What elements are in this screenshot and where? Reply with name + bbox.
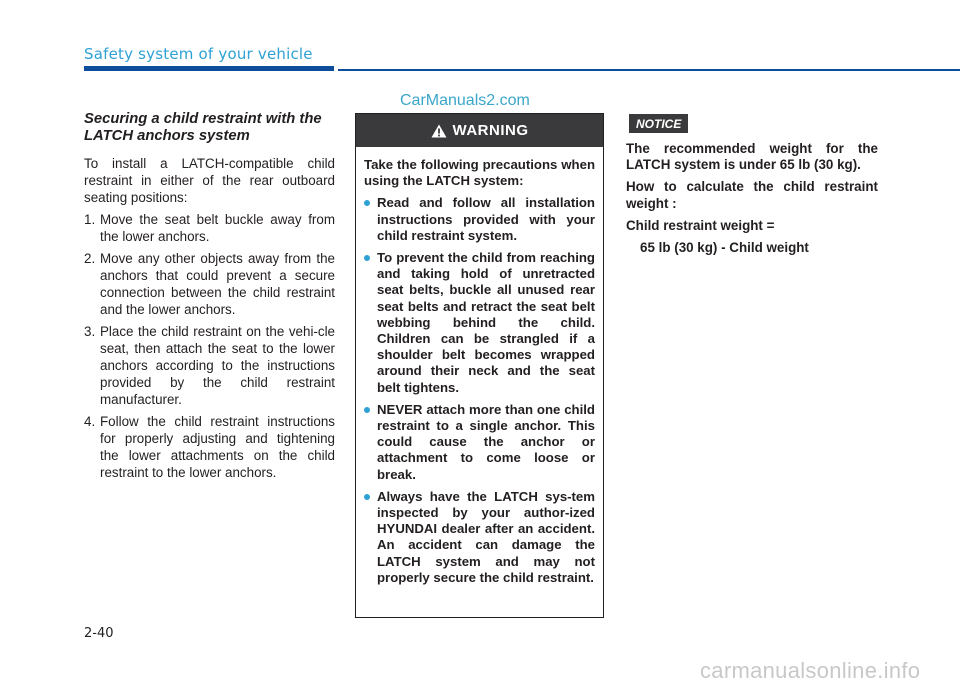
warning-bullet [364, 489, 595, 586]
intro-paragraph: To install a LATCH-compatible child restraint in either of the rear outboard seating positions: [84, 156, 335, 205]
step-item [84, 211, 335, 245]
steps-list [84, 211, 335, 481]
header-rule-thin [338, 69, 960, 71]
step-text: Move the seat belt buckle away from the lower anchors. [100, 212, 335, 244]
step-item [84, 323, 335, 408]
warning-bullet-text: NEVER attach more than one child restraint to a single anchor. This could cause the anchor or attachment to come loose or break. [377, 401, 595, 482]
header-rule-thick [84, 66, 334, 71]
warning-header [356, 114, 603, 147]
warning-bullet [364, 402, 595, 483]
page-number: 2-40 [84, 626, 114, 641]
warning-intro: Take the following precautions when using the LATCH system: [364, 157, 595, 189]
warning-bullet [364, 195, 595, 244]
notice-content [626, 141, 878, 262]
notice-badge: NOTICE [629, 114, 688, 133]
latch-instructions [84, 111, 335, 486]
warning-box [355, 113, 604, 618]
step-number: 4. [84, 414, 96, 429]
bullet-dot-icon [364, 494, 370, 500]
bullet-dot-icon [364, 407, 370, 413]
warning-body [356, 147, 603, 586]
warning-bullet-text: To prevent the child from reaching and taking hold of unretracted seat belts, buckle all unused rear seat belts and retract the seat belt webbing behind the child. Children can be strangled if a shoulder belt becomes wrapped around their neck and the seat belt tightens. [377, 250, 595, 395]
warning-bullet-text: Read and follow all installation instructions provided with your child restraint system. [377, 195, 595, 243]
step-item [84, 413, 335, 481]
bullet-dot-icon [364, 255, 370, 261]
notice-calc-heading: How to calculate the child restraint weight : [626, 179, 878, 211]
step-text: Move any other objects away from the anchors that could prevent a secure connection between the child restraint and the lower anchors. [100, 251, 335, 317]
step-number: 2. [84, 251, 96, 266]
notice-weight-limit: The recommended weight for the LATCH system is under 65 lb (30 kg). [626, 141, 878, 173]
warning-title: WARNING [452, 122, 529, 139]
notice-formula-label: Child restraint weight = [626, 217, 775, 233]
section-title: Safety system of your vehicle [84, 45, 313, 63]
watermark-top: CarManuals2.com [400, 92, 530, 109]
bullet-dot-icon [364, 200, 370, 206]
step-text: Place the child restraint on the vehi-cle seat, then attach the seat to the lower anchors according to the instructions provided by the child restraint manufacturer. [100, 324, 335, 407]
step-number: 3. [84, 324, 96, 339]
warning-triangle-icon [431, 124, 447, 138]
subheading: Securing a child restraint with the LATCH anchors system [84, 111, 322, 144]
notice-formula: 65 lb (30 kg) - Child weight [640, 240, 809, 256]
step-item [84, 250, 335, 318]
watermark-bottom: carmanualsonline.info [700, 658, 921, 683]
step-text: Follow the child restraint instructions for properly adjusting and tightening the lower attachments on the child restraint to the lower anchors. [100, 414, 335, 480]
step-number: 1. [84, 212, 96, 227]
warning-bullet-text: Always have the LATCH sys-tem inspected by your author-ized HYUNDAI dealer after an accident. An accident can damage the LATCH system and may not properly secure the child restraint. [377, 488, 595, 585]
warning-bullets [364, 195, 595, 586]
warning-bullet [364, 250, 595, 396]
